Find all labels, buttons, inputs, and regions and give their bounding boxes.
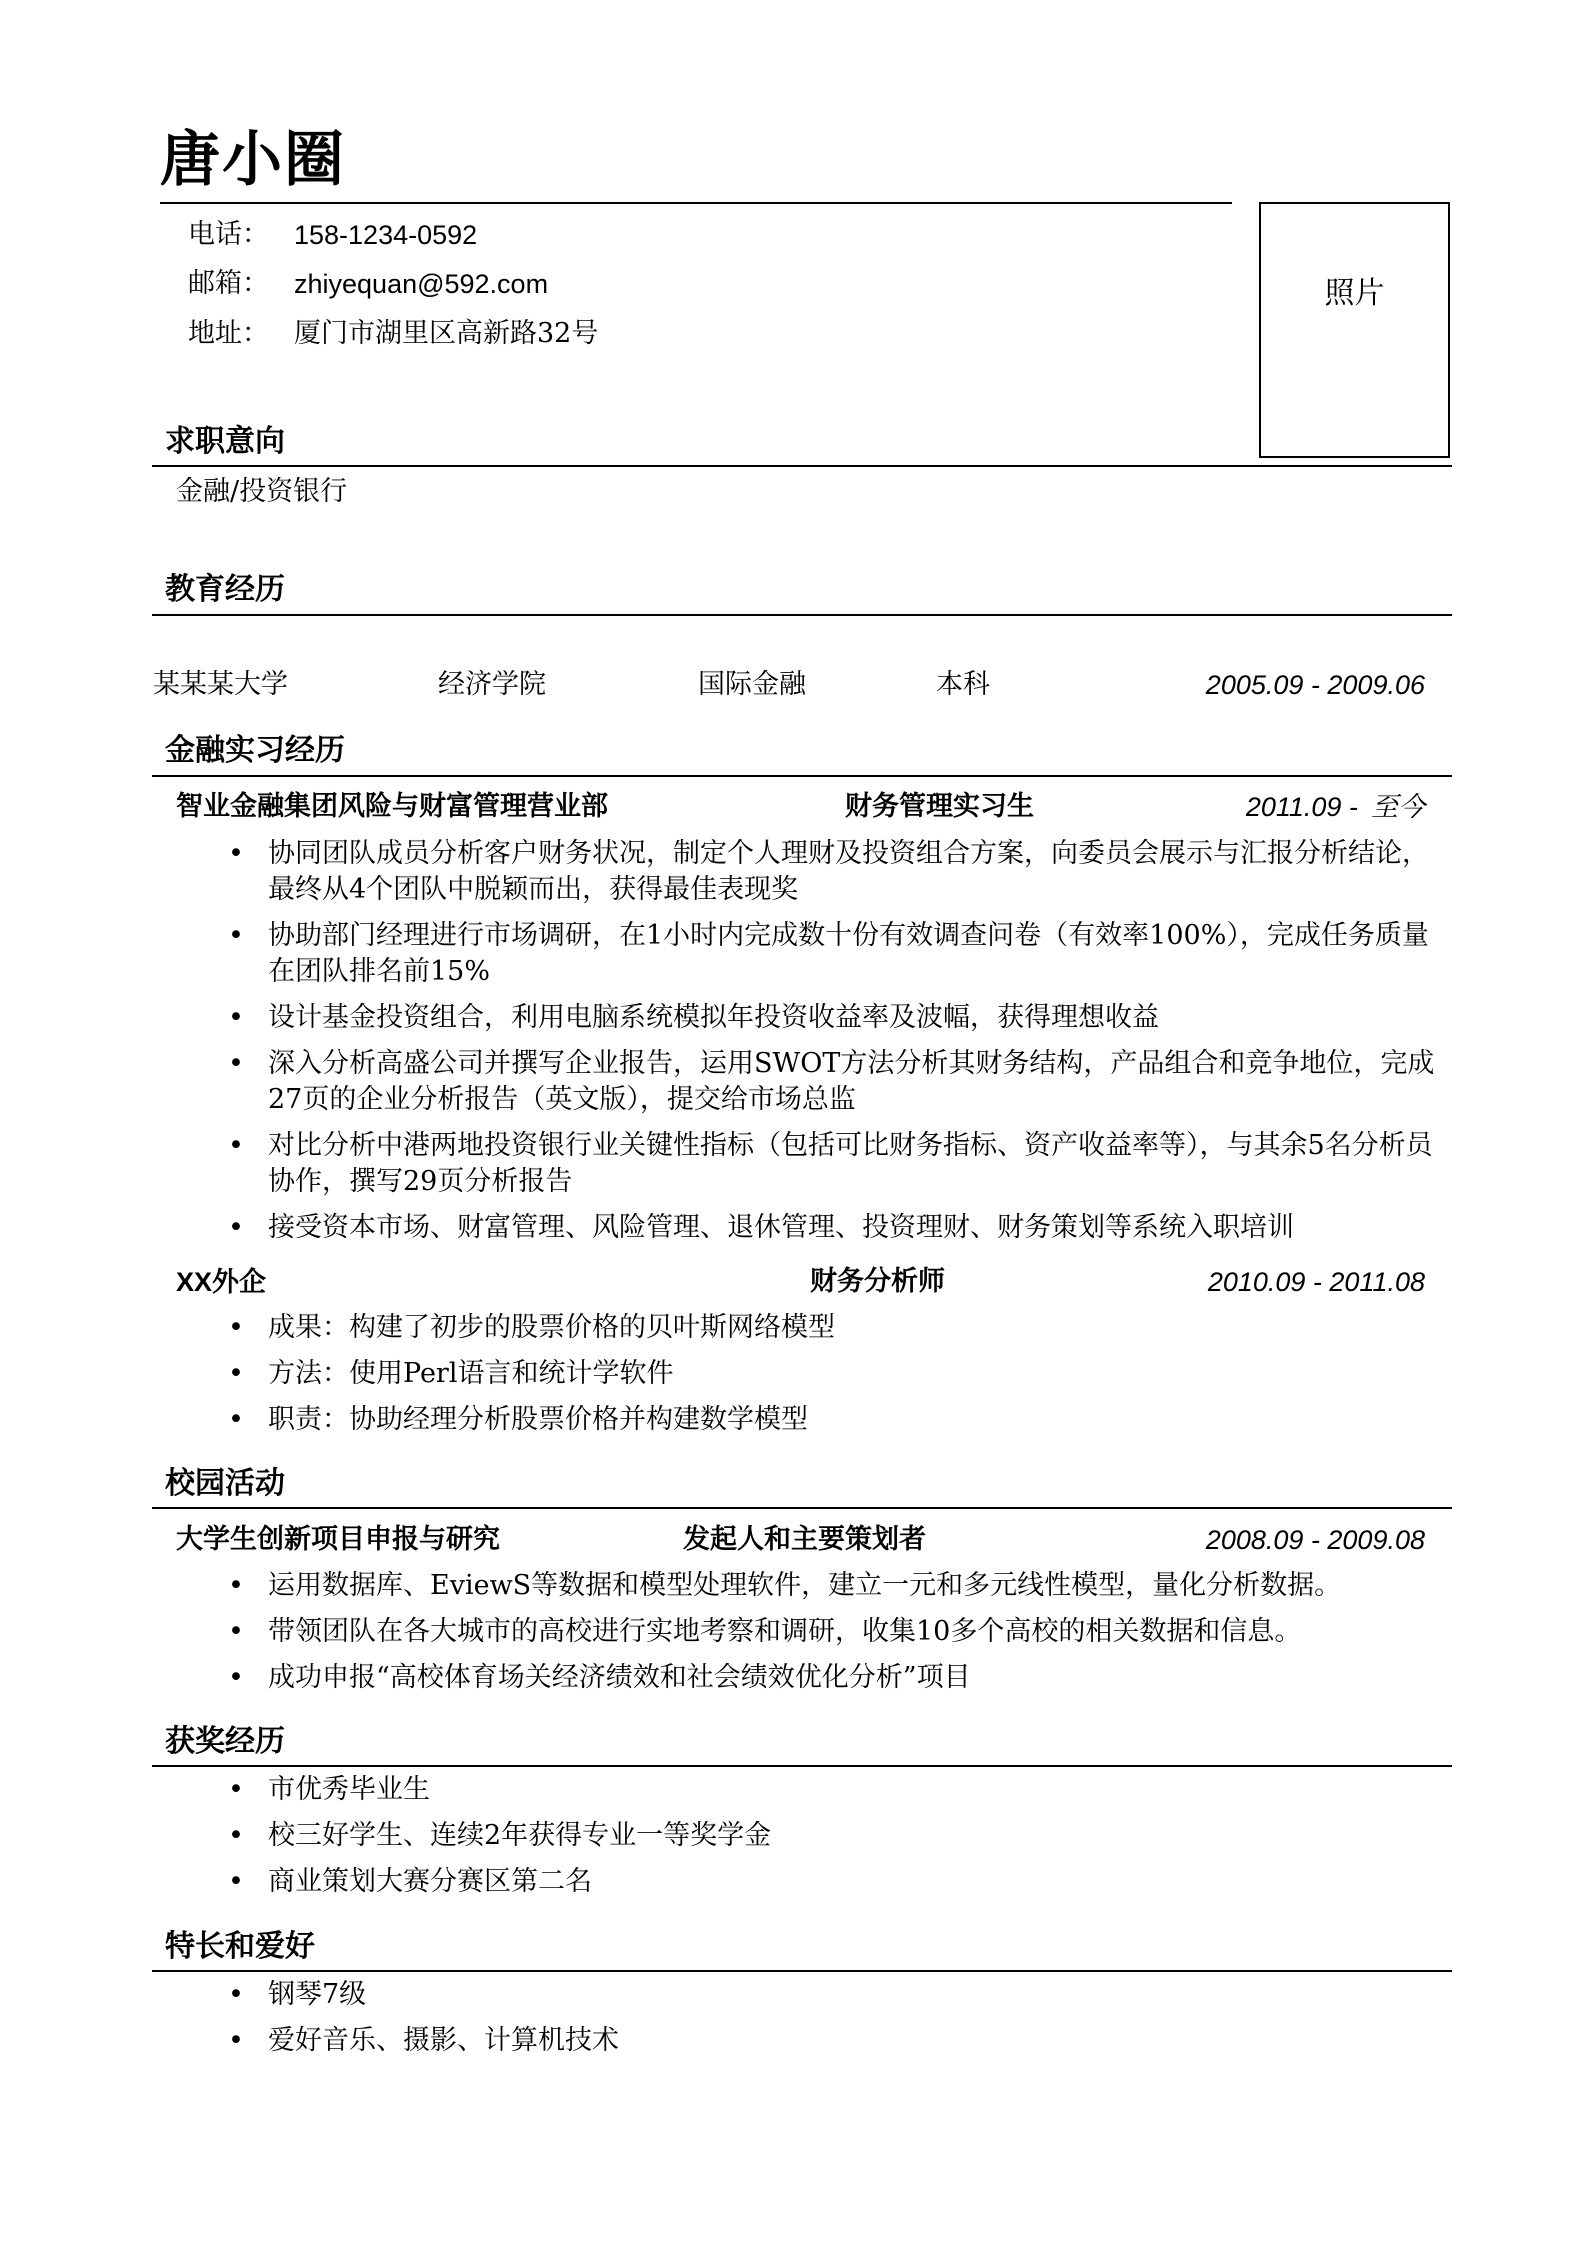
education-college: 经济学院 (438, 669, 546, 700)
campus-divider (152, 1507, 1452, 1509)
education-major: 国际金融 (698, 669, 806, 700)
list-item: • 接受资本市场、财富管理、风险管理、退休管理、投资理财、财务策划等系统入职培训 (228, 1210, 1438, 1246)
education-degree: 本科 (936, 669, 990, 700)
list-item: • 商业策划大赛分赛区第二名 (228, 1864, 1438, 1900)
awards-title: 获奖经历 (165, 1724, 285, 1759)
list-item: • 对比分析中港两地投资银行业关键性指标（包括可比财务指标、资产收益率等），与其余5名分析员协作，撰写29页分析报告 (228, 1128, 1438, 1200)
internship-2-org (176, 1262, 266, 1303)
internship-1-role: 财务管理实习生 (845, 791, 1034, 822)
list-item: • 校三好学生、连续2年获得专业一等奖学金 (228, 1818, 1438, 1854)
phone-label: 电话： (188, 219, 269, 250)
awards-divider (152, 1765, 1452, 1767)
campus-role: 发起人和主要策划者 (683, 1524, 926, 1555)
education-title: 教育经历 (165, 572, 285, 607)
awards-bullets (228, 1772, 1438, 1910)
internship-1-bullets (228, 836, 1438, 1256)
internship-1-org: 智业金融集团风险与财富管理营业部 (176, 791, 608, 822)
list-item: • 协助部门经理进行市场调研，在1小时内完成数十份有效调查问卷（有效率100%），完成任务质量在团队排名前15% (228, 918, 1438, 990)
email-value: zhiyequan@592.com (294, 269, 549, 299)
internship-2-bullets (228, 1310, 1438, 1448)
internship-2-org-latin: XX (176, 1267, 213, 1297)
list-item: • 设计基金投资组合，利用电脑系统模拟年投资收益率及波幅，获得理想收益 (228, 1000, 1438, 1036)
internship-2-role: 财务分析师 (810, 1266, 945, 1297)
phone-value: 158-1234-0592 (294, 220, 478, 250)
hobbies-bullets (228, 1977, 1438, 2069)
internship-1-date-start: 2011.09 - (1245, 792, 1358, 822)
list-item: • 成果：构建了初步的股票价格的贝叶斯网络模型 (228, 1310, 1438, 1346)
hobbies-divider (152, 1970, 1452, 1972)
list-item: • 职责：协助经理分析股票价格并构建数学模型 (228, 1402, 1438, 1438)
list-item: • 深入分析高盛公司并撰写企业报告，运用SWOT方法分析其财务结构，产品组合和竞争地位，完成27页的企业分析报告（英文版），提交给市场总监 (228, 1046, 1438, 1118)
campus-org: 大学生创新项目申报与研究 (176, 1524, 500, 1555)
internship-2-org-text: 外企 (212, 1267, 267, 1298)
internship-2-date: 2010.09 - 2011.08 (1207, 1267, 1425, 1297)
list-item: • 爱好音乐、摄影、计算机技术 (228, 2023, 1438, 2059)
email-label: 邮箱： (188, 268, 269, 299)
hobbies-title: 特长和爱好 (165, 1929, 315, 1964)
objective-title: 求职意向 (165, 424, 285, 459)
campus-title: 校园活动 (165, 1466, 285, 1501)
address-label: 地址： (188, 318, 269, 349)
list-item: • 协同团队成员分析客户财务状况，制定个人理财及投资组合方案，向委员会展示与汇报分析结论，最终从4个团队中脱颖而出，获得最佳表现奖 (228, 836, 1438, 908)
list-item: • 方法：使用Perl语言和统计学软件 (228, 1356, 1438, 1392)
internship-1-date (1246, 787, 1425, 828)
campus-date: 2008.09 - 2009.08 (1205, 1525, 1425, 1555)
list-item: • 运用数据库、EviewS等数据和模型处理软件，建立一元和多元线性模型，量化分析数据。 (228, 1568, 1438, 1604)
internship-1-date-end: 至今 (1371, 792, 1425, 823)
internships-divider (152, 775, 1452, 777)
education-divider (152, 614, 1452, 616)
photo-label: 照片 (1324, 276, 1385, 311)
objective-divider (152, 465, 1452, 467)
internships-title: 金融实习经历 (165, 733, 345, 768)
education-date: 2005.09 - 2009.06 (1205, 670, 1425, 700)
candidate-name: 唐小圈 (160, 125, 346, 195)
education-school: 某某某大学 (153, 669, 288, 700)
campus-bullets (228, 1568, 1438, 1706)
list-item: • 钢琴7级 (228, 1977, 1438, 2013)
list-item: • 带领团队在各大城市的高校进行实地考察和调研，收集10多个高校的相关数据和信息。 (228, 1614, 1438, 1650)
header-divider (160, 202, 1232, 204)
photo-placeholder (1259, 202, 1450, 458)
list-item: • 成功申报“高校体育场关经济绩效和社会绩效优化分析”项目 (228, 1660, 1438, 1696)
address-value: 厦门市湖里区高新路32号 (294, 318, 599, 349)
list-item: • 市优秀毕业生 (228, 1772, 1438, 1808)
objective-text: 金融/投资银行 (176, 476, 348, 507)
